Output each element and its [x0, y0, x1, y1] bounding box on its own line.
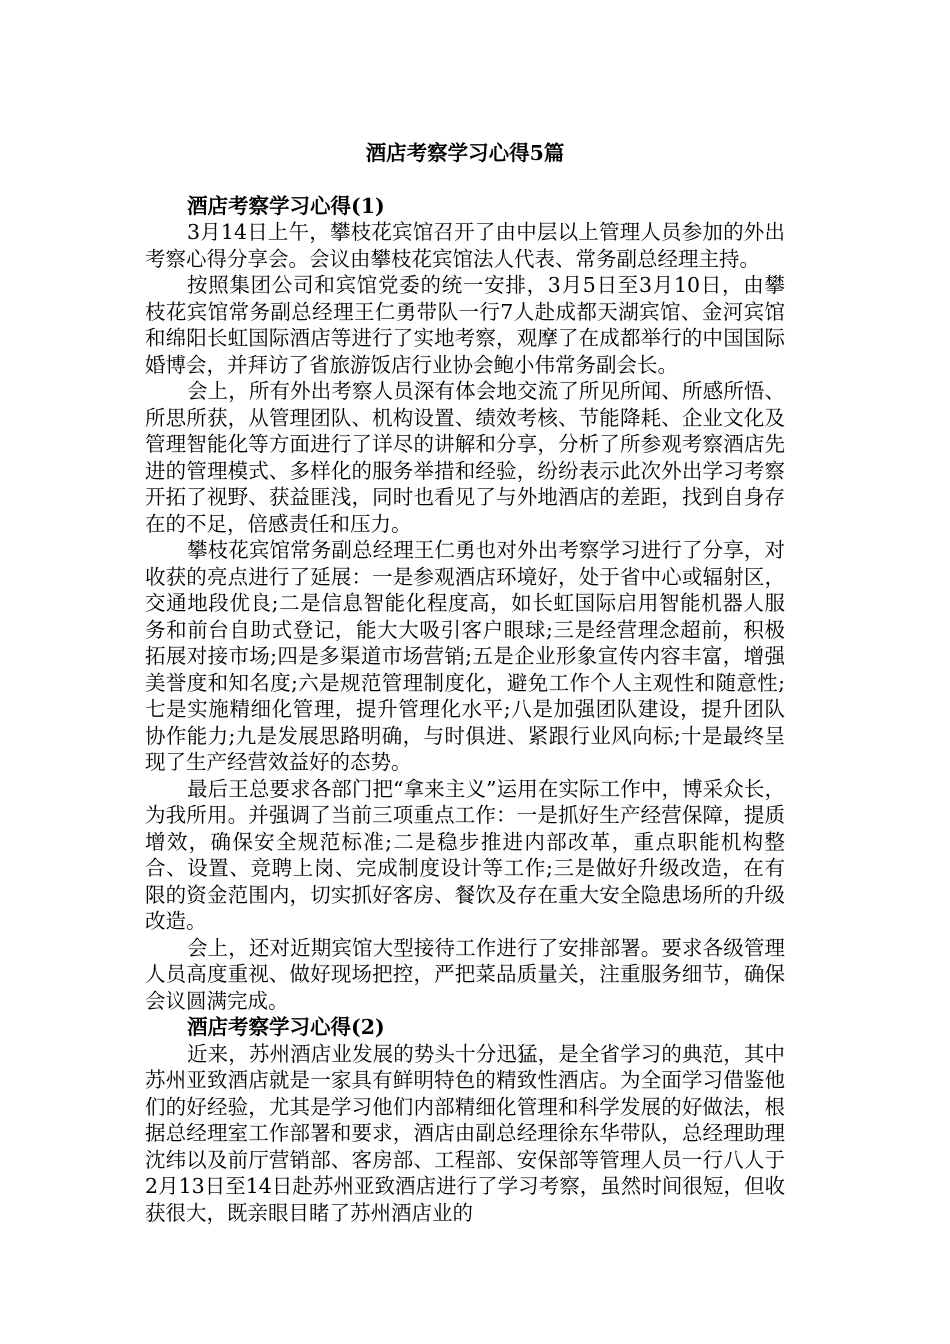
section-heading: 酒店考察学习心得(2): [187, 1015, 385, 1039]
paragraph: 最后王总要求各部门把“拿来主义”运用在实际工作中，博采众长，为我所用。并强调了当前三项重点工作：一是抓好生产经营保障，提质增效，确保安全规范标准;二是稳步推进内部改革，重点职能机构整合、设置、竞聘上岗、完成制度设计等工作;三是做好升级改造，在有限的资金范围内，切实抓好客房、餐饮及存在重大安全隐患场所的升级改造。: [145, 776, 785, 933]
section-2: [145, 1014, 785, 1226]
paragraph: 会上，还对近期宾馆大型接待工作进行了安排部署。要求各级管理人员高度重视、做好现场把控，严把菜品质量关，注重服务细节，确保会议圆满完成。: [145, 935, 785, 1013]
paragraph: 3月14日上午，攀枝花宾馆召开了由中层以上管理人员参加的外出考察心得分享会。会议由攀枝花宾馆法人代表、常务副总经理主持。: [145, 220, 785, 271]
paragraph: 近来，苏州酒店业发展的势头十分迅猛，是全省学习的典范，其中苏州亚致酒店就是一家具有鲜明特色的精致性酒店。为全面学习借鉴他们的好经验，尤其是学习他们内部精细化管理和科学发展的好做法，根据总经理室工作部署和要求，酒店由副总经理徐东华带队，总经理助理沈纬以及前厅营销部、客房部、工程部、安保部等管理人员一行八人于2月13日至14日赴苏州亚致酒店进行了学习考察，虽然时间很短，但收获很大，既亲眼目睹了苏州酒店业的: [145, 1041, 785, 1225]
paragraph: 按照集团公司和宾馆党委的统一安排，3月5日至3月10日，由攀枝花宾馆常务副总经理王仁勇带队一行7人赴成都天湖宾馆、金河宾馆和绵阳长虹国际酒店等进行了实地考察，观摩了在成都举行的中国国际婚博会，并拜访了省旅游饭店行业协会鲍小伟常务副会长。: [145, 273, 785, 377]
document-page: [145, 140, 785, 1226]
section-heading: 酒店考察学习心得(1): [187, 193, 385, 218]
paragraph: 攀枝花宾馆常务副总经理王仁勇也对外出考察学习进行了分享，对收获的亮点进行了延展：一是参观酒店环境好，处于省中心或辐射区，交通地段优良;二是信息智能化程度高，如长虹国际启用智能机器人服务和前台自助式登记，能大大吸引客户眼球;三是经营理念超前，积极拓展对接市场;四是多渠道市场营销;五是企业形象宣传内容丰富，增强美誉度和知名度;六是规范管理制度化，避免工作个人主观性和随意性;七是实施精细化管理，提升管理化水平;八是加强团队建设，提升团队协作能力;九是发展思路明确，与时俱进、紧跟行业风向标;十是最终呈现了生产经营效益好的态势。: [145, 538, 785, 774]
paragraph: 会上，所有外出考察人员深有体会地交流了所见所闻、所感所悟、所思所获，从管理团队、机构设置、绩效考核、节能降耗、企业文化及管理智能化等方面进行了详尽的讲解和分享，分析了所参观考察酒店先进的管理模式、多样化的服务举措和经验，纷纷表示此次外出学习考察开拓了视野、获益匪浅，同时也看见了与外地酒店的差距，找到自身存在的不足，倍感责任和压力。: [145, 379, 785, 536]
section-1: [145, 193, 785, 1015]
document-title: 酒店考察学习心得5篇: [365, 141, 565, 165]
